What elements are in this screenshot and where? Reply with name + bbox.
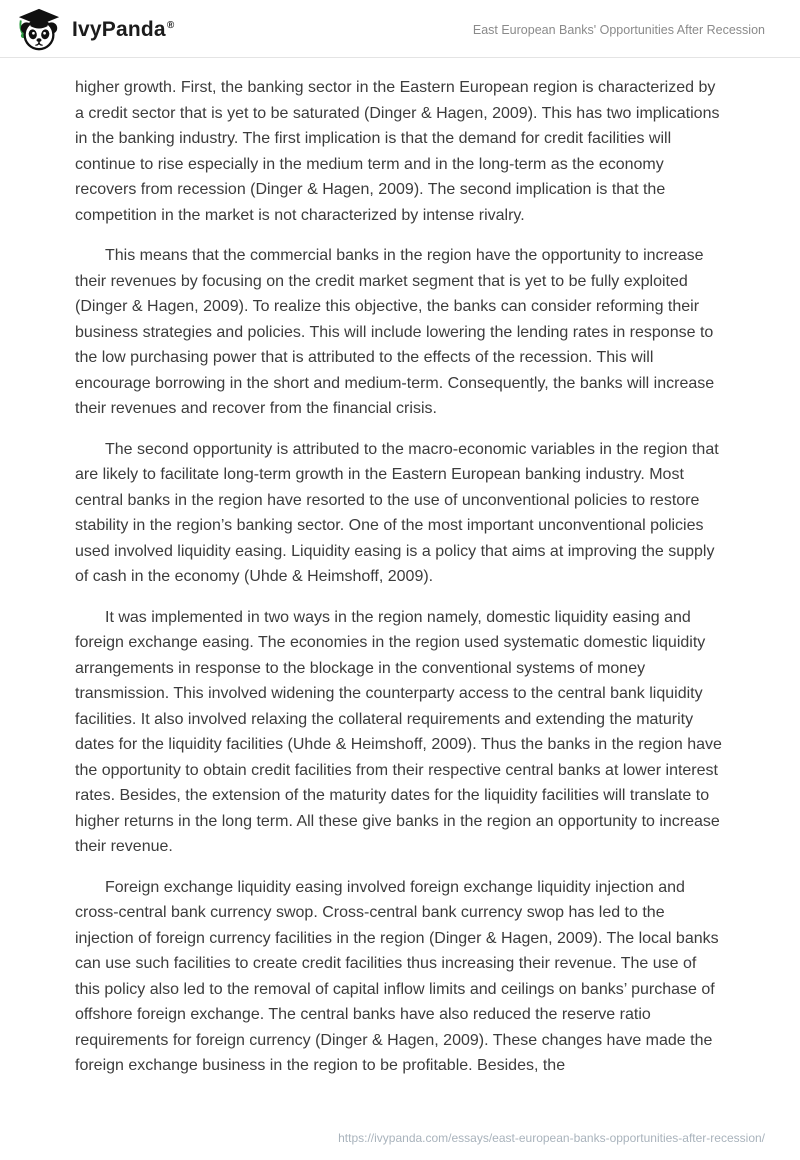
page-footer [338, 1131, 765, 1145]
ivypanda-logo-icon [16, 7, 62, 53]
source-url: https://ivypanda.com/essays/east-european-banks-opportunities-after-recession/ [338, 1131, 765, 1145]
page-header [0, 0, 800, 57]
essay-paragraph-3: The second opportunity is attributed to the macro-economic variables in the region that are likely to facilitate long-term growth in the Eastern European banking industry. Most central banks in the region have resorted to the use of unconventional policies to restore stability in the region’s banking sector. One of the most important unconventional policies used involved liquidity easing. Liquidity easing is a policy that aims at improving the supply of cash in the economy (Uhde & Heimshoff, 2009). [75, 440, 719, 585]
brand-name [72, 18, 174, 42]
essay-paragraph-1: higher growth. First, the banking sector in the Eastern European region is characterized by a credit sector that is yet to be saturated (Dinger & Hagen, 2009). This has two implications in the banking industry. The first implication is that the demand for credit facilities will continue to rise especially in the medium term and in the long-term as the economy recovers from recession (Dinger & Hagen, 2009). The second implication is that the competition in the market is not characterized by intense rivalry. [75, 79, 720, 224]
brand-text: IvyPanda [72, 17, 166, 41]
essay-content [0, 58, 800, 1079]
essay-paragraph-4: It was implemented in two ways in the region namely, domestic liquidity easing and foreign exchange easing. The economies in the region used systematic domestic liquidity arrangements in response to the blockage in the conventional systems of money transmission. This involved widening the counterparty access to the central bank liquidity facilities. It also involved relaxing the collateral requirements and extending the maturity dates for the liquidity facilities (Uhde & Heimshoff, 2009). Thus the banks in the region have the opportunity to obtain credit facilities from their respective central banks at lower interest rates. Besides, the extension of the maturity dates for the liquidity facilities will translate to higher returns in the long term. All these give banks in the region an opportunity to increase their revenue. [75, 608, 722, 855]
essay-paragraph-5: Foreign exchange liquidity easing involved foreign exchange liquidity injection and cross-central bank currency swop. Cross-central bank currency swop has led to the injection of foreign currency facilities in the region (Dinger & Hagen, 2009). The local banks can use such facilities to create credit facilities thus increasing their revenue. The use of this policy also led to the removal of capital inflow limits and ceilings on banks’ purchase of offshore foreign exchange. The central banks have also reduced the reserve ratio requirements for foreign currency (Dinger & Hagen, 2009). These changes have made the foreign exchange business in the region to be profitable. Besides, the [75, 878, 719, 1074]
brand [16, 7, 174, 53]
registered-mark: ® [166, 19, 175, 31]
essay-paragraph-2: This means that the commercial banks in the region have the opportunity to increase their revenues by focusing on the credit market segment that is yet to be fully exploited (Dinger & Hagen, 2009). To realize this objective, the banks can consider reforming their business strategies and policies. This will include lowering the lending rates in response to the low purchasing power that is attributed to the effects of the recession. This will encourage borrowing in the short and medium-term. Consequently, the banks will increase their revenues and recover from the financial crisis. [75, 247, 715, 417]
document-title: East European Banks' Opportunities After Recession [472, 22, 765, 37]
